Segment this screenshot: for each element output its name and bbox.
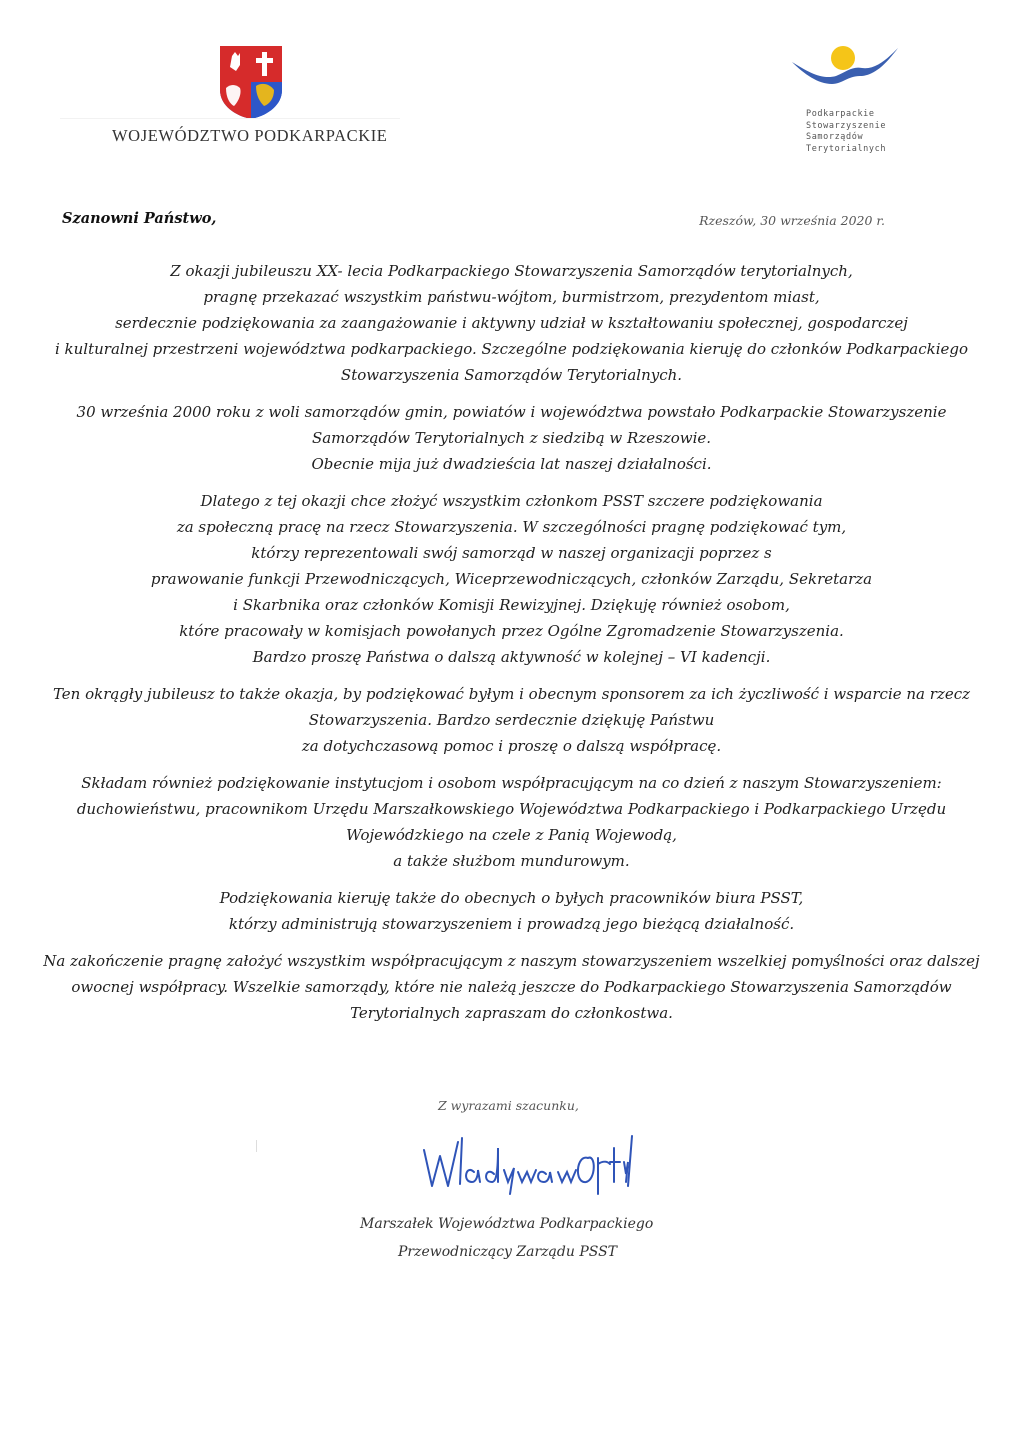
letter-body [40, 258, 983, 1037]
place-date: Rzeszów, 30 września 2020 r. [699, 213, 885, 228]
body-line: Terytorialnych zapraszam do członkostwa. [350, 1004, 673, 1022]
body-line: duchowieństwu, pracownikom Urzędu Marszałkowskiego Województwa Podkarpackiego i Podkarpackiego Urzędu [76, 800, 947, 818]
body-line: Składam również podziękowanie instytucjom i osobom współpracującym na co dzień z naszym Stowarzyszeniem: [81, 774, 942, 792]
body-line: Dlatego z tej okazji chce złożyć wszystkim członkom PSST szczere podziękowania [200, 492, 823, 510]
handwritten-signature [418, 1128, 634, 1200]
body-line: które pracowały w komisjach powołanych przez Ogólne Zgromadzenie Stowarzyszenia. [179, 622, 844, 640]
body-line: za społeczną pracę na rzecz Stowarzyszenia. W szczególności pragnę podziękować tym, [176, 518, 847, 536]
body-line: i Skarbnika oraz członków Komisji Rewizyjnej. Dziękuję również osobom, [233, 596, 790, 614]
paragraph [40, 258, 983, 388]
body-line: którzy reprezentowali swój samorząd w naszej organizacji poprzez s [251, 544, 772, 562]
body-line: owocnej współpracy. Wszelkie samorządy, które nie należą jeszcze do Podkarpackiego Stowarzyszenia Samorządów [71, 978, 952, 996]
body-line: serdecznie podziękowania za zaangażowanie i aktywny udział w kształtowaniu społecznej, gospodarczej [115, 314, 908, 332]
body-line: Bardzo proszę Państwa o dalszą aktywność w kolejnej – VI kadencji. [252, 648, 771, 666]
association-name-line: Samorządów [806, 132, 864, 142]
association-name-line: Podkarpackie [806, 109, 875, 119]
coat-of-arms-icon [218, 44, 284, 120]
body-line: za dotychczasową pomoc i proszę o dalszą współpracę. [301, 737, 722, 755]
body-line: Podziękowania kieruję także do obecnych o byłych pracowników biura PSST, [219, 889, 804, 907]
signer-title: Marszałek Województwa Podkarpackiego [360, 1216, 654, 1232]
body-line: Samorządów Terytorialnych z siedzibą w Rzeszowie. [311, 429, 712, 447]
association-name-line: Stowarzyszenie [806, 120, 887, 131]
body-line: prawowanie funkcji Przewodniczących, Wiceprzewodniczących, członków Zarządu, Sekretarza [150, 570, 873, 588]
paragraph [40, 770, 983, 874]
header-divider [60, 118, 400, 119]
body-line: Z okazji jubileuszu XX- lecia Podkarpackiego Stowarzyszenia Samorządów terytorialnych, [170, 262, 853, 280]
paragraph [40, 681, 983, 759]
paragraph [40, 948, 983, 1026]
body-line: Stowarzyszenia. Bardzo serdecznie dziękuję Państwu [308, 711, 715, 729]
body-line: Obecnie mija już dwadzieścia lat naszej działalności. [311, 455, 712, 473]
body-line: Na zakończenie pragnę założyć wszystkim współpracującym z naszym stowarzyszeniem wszelkiej pomyślności oraz dalszej [43, 952, 980, 970]
body-line: którzy administrują stowarzyszeniem i prowadzą jego bieżącą działalność. [228, 915, 795, 933]
closing-phrase: Z wyrazami szacunku, [438, 1098, 579, 1113]
body-line: a także służbom mundurowym. [393, 852, 630, 870]
body-line: Ten okrągły jubileusz to także okazja, by podziękować byłym i obecnym sponsorem za ich życzliwość i wsparcie na rzecz [52, 685, 971, 703]
association-logo-icon [790, 42, 900, 92]
body-line: Wojewódzkiego na czele z Panią Wojewodą, [346, 826, 677, 844]
association-name-line: Terytorialnych [806, 143, 887, 154]
salutation: Szanowni Państwo, [62, 210, 217, 227]
body-line: 30 września 2000 roku z woli samorządów gmin, powiatów i województwa powstało Podkarpackie Stowarzyszenie [76, 403, 947, 421]
body-line: i kulturalnej przestrzeni województwa podkarpackiego. Szczególne podziękowania kieruję do członków Podkarpackiego [54, 340, 969, 358]
association-name [806, 109, 886, 155]
signer-role: Przewodniczący Zarządu PSST [398, 1244, 618, 1260]
body-line: pragnę przekazać wszystkim państwu-wójtom, burmistrzom, prezydentom miast, [203, 288, 820, 306]
scan-mark [256, 1140, 257, 1152]
paragraph [40, 885, 983, 937]
paragraph [40, 399, 983, 477]
paragraph [40, 488, 983, 670]
body-line: Stowarzyszenia Samorządów Terytorialnych. [340, 366, 683, 384]
voivodeship-name: WOJEWÓDZTWO PODKARPACKIE [112, 126, 388, 145]
